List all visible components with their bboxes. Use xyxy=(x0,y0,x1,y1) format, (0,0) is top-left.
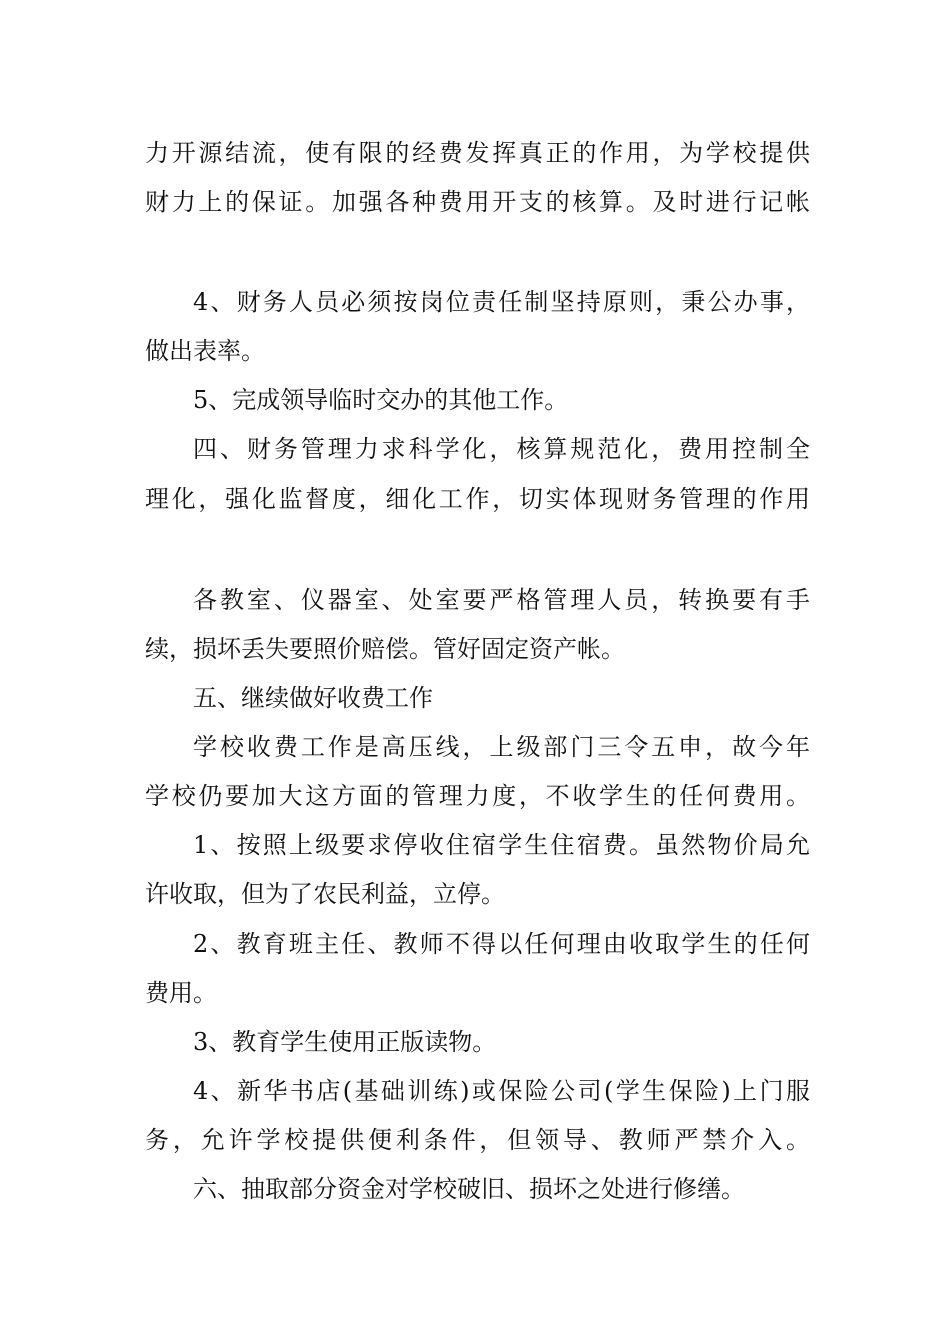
paragraph-line: 学校收费工作是高压线，上级部门三令五申，故今年 xyxy=(193,733,810,761)
paragraph-line: 3、教育学生使用正版读物。 xyxy=(193,1028,497,1056)
section-heading: 五、继续做好收费工作 xyxy=(193,684,433,712)
paragraph-line: 做出表率。 xyxy=(145,337,265,365)
paragraph-line: 4、新华书店(基础训练)或保险公司(学生保险)上门服 xyxy=(193,1077,810,1105)
paragraph-line: 续，损坏丢失要照价赔偿。管好固定资产帐。 xyxy=(145,635,625,663)
paragraph-line: 1、按照上级要求停收住宿学生住宿费。虽然物价局允 xyxy=(193,831,810,859)
paragraph-line: 理化，强化监督度，细化工作，切实体现财务管理的作用 xyxy=(145,485,810,513)
paragraph-line: 许收取，但为了农民利益，立停。 xyxy=(145,880,505,908)
paragraph-line: 4、财务人员必须按岗位责任制坚持原则，秉公办事， xyxy=(193,288,810,316)
section-heading: 六、抽取部分资金对学校破旧、损坏之处进行修缮。 xyxy=(193,1175,745,1203)
paragraph-line: 2、教育班主任、教师不得以任何理由收取学生的任何 xyxy=(193,930,810,958)
paragraph-line: 5、完成领导临时交办的其他工作。 xyxy=(193,386,569,414)
paragraph-line: 费用。 xyxy=(145,979,217,1007)
paragraph-line: 各教室、仪器室、处室要严格管理人员，转换要有手 xyxy=(193,586,810,614)
paragraph-line: 学校仍要加大这方面的管理力度，不收学生的任何费用。 xyxy=(145,782,810,810)
paragraph-line: 财力上的保证。加强各种费用开支的核算。及时进行记帐 xyxy=(145,188,810,216)
paragraph-line: 力开源结流，使有限的经费发挥真正的作用，为学校提供 xyxy=(145,139,810,167)
paragraph-line: 务，允许学校提供便利条件，但领导、教师严禁介入。 xyxy=(145,1126,810,1154)
paragraph-line: 四、财务管理力求科学化，核算规范化，费用控制全 xyxy=(193,435,810,463)
